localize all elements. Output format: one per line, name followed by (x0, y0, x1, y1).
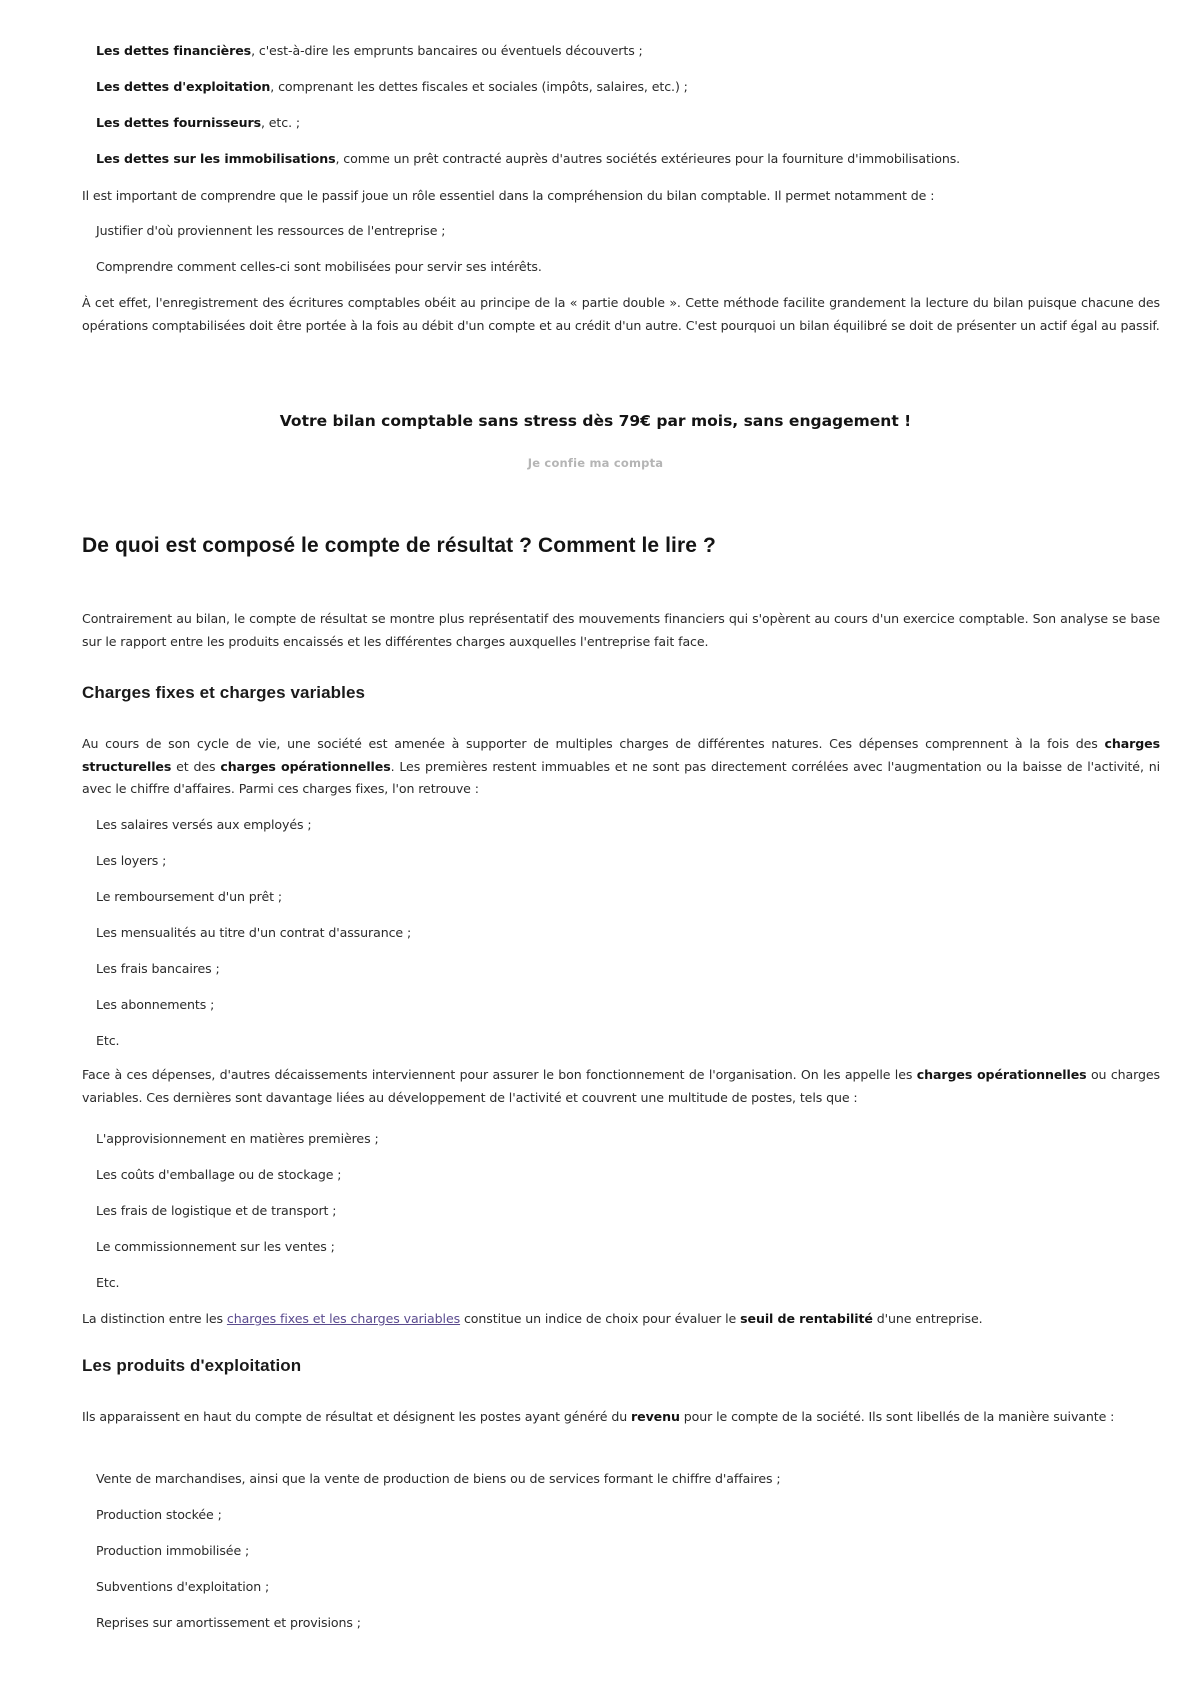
list-item: Les dettes fournisseurs, etc. ; (96, 115, 301, 130)
paragraph-charges-intro: Au cours de son cycle de vie, une société est amenée à supporter de multiples charges de différentes natures. Ces dépenses comprennent à la fois des charges structurelles et des charges opérationnelles. Les premières restent immuables et ne sont pas directement corrélées avec l'augmentation ou la baisse de l'activité, ni avec le chiffre d'affaires. Parmi ces charges fixes, l'on retrouve : (82, 736, 1160, 796)
list-item: Justifier d'où proviennent les ressources de l'entreprise ; (96, 223, 446, 238)
list-item: Le commissionnement sur les ventes ; (96, 1239, 335, 1254)
paragraph-partie-double: À cet effet, l'enregistrement des écritures comptables obéit au principe de la « partie double ». Cette méthode facilite grandement la lecture du bilan puisque chacune des opérations comptabilisées doit être portée à la fois au débit d'un compte et au crédit d'un autre. C'est pourquoi un bilan équilibré se doit de présenter un actif égal au passif. (82, 295, 1160, 333)
list-item: Reprises sur amortissement et provisions ; (96, 1615, 361, 1630)
list-item: Les dettes sur les immobilisations, comme un prêt contracté auprès d'autres sociétés extérieures pour la fourniture d'immobilisations. (96, 151, 961, 166)
list-item: Production immobilisée ; (96, 1543, 250, 1558)
paragraph-passif-intro: Il est important de comprendre que le passif joue un rôle essentiel dans la compréhension du bilan comptable. Il permet notamment de : (82, 188, 935, 203)
list-item: Les mensualités au titre d'un contrat d'assurance ; (96, 925, 412, 940)
list-item: Les loyers ; (96, 853, 167, 868)
list-item: Etc. (96, 1033, 120, 1048)
list-item: Vente de marchandises, ainsi que la vente de production de biens ou de services formant le chiffre d'affaires ; (96, 1471, 781, 1486)
list-item: L'approvisionnement en matières premières ; (96, 1131, 379, 1146)
list-item: Les dettes d'exploitation, comprenant les dettes fiscales et sociales (impôts, salaires, etc.) ; (96, 79, 688, 94)
list-item: Le remboursement d'un prêt ; (96, 889, 283, 904)
section-title: De quoi est composé le compte de résultat ? Comment le lire ? (82, 534, 716, 557)
list-item: Les frais de logistique et de transport ; (96, 1203, 337, 1218)
cta-button[interactable]: Je confie ma compta (527, 456, 664, 470)
list-item: Subventions d'exploitation ; (96, 1579, 270, 1594)
paragraph-variable-intro: Face à ces dépenses, d'autres décaissements interviennent pour assurer le bon fonctionnement de l'organisation. On les appelle les charges opérationnelles ou charges variables. Ces dernières sont davantage liées au développement de l'activité et couvrent une multitude de postes, tels que : (82, 1067, 1161, 1105)
list-item: Production stockée ; (96, 1507, 222, 1522)
list-item: Les abonnements ; (96, 997, 215, 1012)
charges-fixes-variables-link[interactable]: charges fixes et les charges variables (226, 1311, 461, 1326)
paragraph-section-intro: Contrairement au bilan, le compte de résultat se montre plus représentatif des mouvements financiers qui s'opèrent au cours d'un exercice comptable. Son analyse se base sur le rapport entre les produits encaissés et les différentes charges auxquelles l'entreprise fait face. (82, 611, 1160, 649)
paragraph-produits-intro: Ils apparaissent en haut du compte de résultat et désignent les postes ayant généré du revenu pour le compte de la société. Ils sont libellés de la manière suivante : (82, 1409, 1115, 1424)
list-item: Comprendre comment celles-ci sont mobilisées pour servir ses intérêts. (96, 259, 542, 274)
cta-title: Votre bilan comptable sans stress dès 79€ par mois, sans engagement ! (279, 412, 912, 430)
list-item: Les coûts d'emballage ou de stockage ; (96, 1167, 342, 1182)
list-item: Les frais bancaires ; (96, 961, 220, 976)
list-item: Les salaires versés aux employés ; (96, 817, 312, 832)
heading-produits: Les produits d'exploitation (82, 1356, 302, 1375)
heading-charges: Charges fixes et charges variables (82, 683, 366, 702)
list-item: Etc. (96, 1275, 120, 1290)
list-item: Les dettes financières, c'est-à-dire les emprunts bancaires ou éventuels découverts ; (96, 43, 643, 58)
paragraph-charges-conclusion: La distinction entre les charges fixes et les charges variables constitue un indice de choix pour évaluer le seuil de rentabilité d'une entreprise. (82, 1311, 983, 1326)
